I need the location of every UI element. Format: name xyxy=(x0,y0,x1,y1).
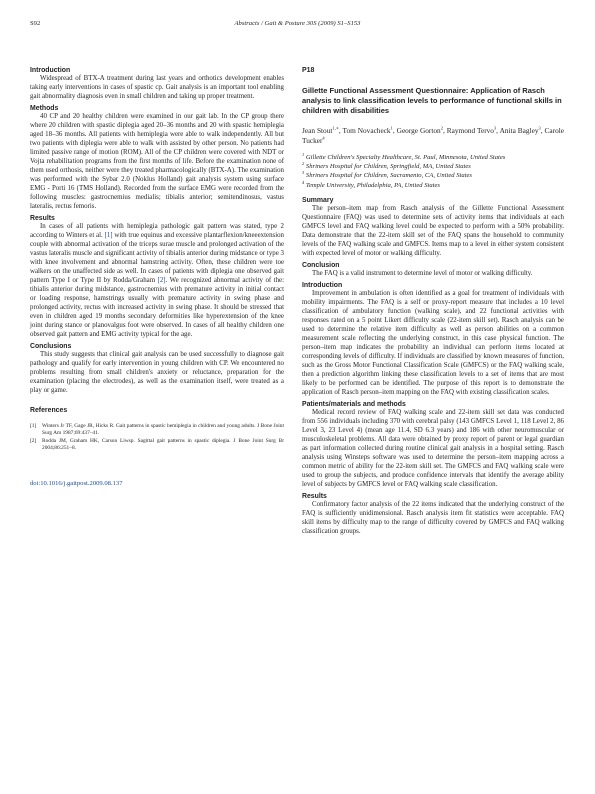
author-list: Jean Stout$^{1,∗}$, Tom Novacheck$^1$, George Gorton$^2$, Raymond Tervo$^3$, Anita Bagley$^3$, Carole Tucker$^4$ xyxy=(302,125,564,145)
paragraph: 40 CP and 20 healthy children were examined in our gait lab. In the CP group there where 20 children with spastic diplegia aged 20–36 months and 20 with spastic hemiplegia aged 18–36 months. All patients with hemiplegia were able to walk independently. All but two patients with diplegia were able to walk with assisted by other person. No patients had limited passive range of motion (ROM). All of the CP children were covered with NDT or Vojta rehabilitation programs from the first months of life. Before the examination none of them used orthosis, neither were they treated pharmacologically (BTX-A). The examination was performed with the Sybar 2.0 (Noklus Holland) gait analysis system using surface EMG - Porti 16 (TMS Holland). Recorded from the surface EMG were recorded from the following muscles: gastrocnemius medialis; tibialis anterior; semitendinosus, vastus lateralis, rectus femoris. xyxy=(30,113,284,210)
reference-item xyxy=(30,423,284,438)
journal-citation: Abstracts / Gait & Posture 30S (2009) S1–S153 xyxy=(234,20,361,27)
affiliation-mark: 2 xyxy=(302,160,305,166)
author-affiliation-mark: 3 xyxy=(538,125,541,131)
paragraph: Improvement in ambulation is often identified as a goal for treatment of individuals with mobility impairments. The FAQ is a self or proxy-report measure that includes a 10 level classification of ambulatory function (walking scale), and 22 functional activities with responses rated on a 5 point Likert difficulty scale (22-item skill set). Rasch analysis can be used to determine the relative item difficulty as well as person abilities on a common measurement scale reflecting the underlying construct, in this case physical function. The person–item map indicates the probability an individual can perform items located at corresponding levels of difficulty. If individuals are classified by known measures of function, such as the Gross Motor Functional Classification Scale (GMFCS) or the FAQ walking scale, then a prediction algorithm linking these classification levels to a set of items that are most likely to be performed can be identified. The purpose of this report is to demonstrate the application of Rasch person–item mapping on the FAQ with existing classification scales. xyxy=(302,290,564,396)
affiliation-text: Shriners Hospital for Children, Sacramento, CA, United States xyxy=(305,172,472,180)
affiliation-item xyxy=(302,171,564,180)
methods-section xyxy=(30,104,284,211)
paragraph: Confirmatory factor analysis of the 22 items indicated that the underlying construct of the FAQ is sufficiently unidimensional. Rasch analysis item fit statistics were acceptable. FAQ skill items by difficulty map to the range of difficulty covered by GMFCS and FAQ walking classification groups. xyxy=(302,501,564,536)
intro-section xyxy=(30,66,284,102)
section-heading: Summary xyxy=(302,196,334,204)
text-run: . We recognized abnormal activity of the: tibialis anterior during midstance, gastrocnemius with premature activity in initial contact or loading response, hamstrings usually with premature activity in swing phase and prolonged activity, rectus with increased activity in swing phase. It should be stressed that even in children aged 19 months secondary deformities like hyperextension of the knee joint during stance or planovalgus foot were observed. In cases of all healthy children one observed gait pattern and EMG activity typical for the age. xyxy=(30,277,284,338)
section-heading: Introduction xyxy=(30,67,71,74)
affiliation-item xyxy=(302,181,564,190)
paragraph xyxy=(30,223,284,339)
conclusions-section xyxy=(30,342,284,396)
paragraph: The person–item map from Rasch analysis of the Gillette Functional Assessment Questionnaire (FAQ) was used to determine sets of activity items that individuals at each GMFCS level and FAQ walking level could be expected to perform with a 50% probability. Data demonstrate that the 22-item skill set of the FAQ spans the household to community levels of the FAQ walking scale and GMFCS. Items map to a level in either system consistent with expected level of motor or walking difficulty. xyxy=(302,204,564,257)
section-heading: Patients/materials and methods xyxy=(302,401,406,409)
author-name: Carole Tucker xyxy=(302,125,564,145)
affiliation-mark: 4 xyxy=(302,179,305,185)
affiliation-item xyxy=(302,162,564,171)
citation-link[interactable]: [2] xyxy=(157,277,166,285)
author-name: Tom Novacheck xyxy=(342,125,391,135)
references-section xyxy=(30,406,284,453)
section-heading: Results xyxy=(302,493,327,501)
paper-number: P18 xyxy=(302,67,315,74)
section-heading: References xyxy=(30,407,68,414)
section-heading: Methods xyxy=(30,105,59,113)
author-name: Jean Stout xyxy=(302,125,333,135)
author-affiliation-mark: 4 xyxy=(322,135,325,141)
section-heading: Introduction xyxy=(302,282,343,290)
affiliation-text: Shriners Hospital for Children, Springfield, MA, United States xyxy=(305,163,471,171)
affiliation-mark: 3 xyxy=(302,170,305,176)
affiliation-list xyxy=(302,153,564,190)
page-header xyxy=(30,20,565,32)
author-name: Anita Bagley xyxy=(499,125,539,135)
text-run: with true equinus and excessive plantarflexion/kneeextension couple with abnormal activation of the triceps surae muscle and prolonged activation of the vastus lateralis muscle and significant activity of tibialis anterior during midstance or type 3 with knee involvement and abnormal hamstring activity. Often, these children were toe walkers on the unaffected side as well. In cases of patients with diplegia one observed gait pattern Type I or Type II by Rodda/Graham xyxy=(30,232,285,285)
affiliation-text: Gillette Children's Specialty Healthcare, St. Paul, Minnesota, United States xyxy=(305,153,506,161)
paragraph: Medical record review of FAQ walking scale and 22-item skill set data was conducted from 556 individuals including 370 with cerebral palsy (143 GMFCS Level 1, 118 Level 2, 86 Level 3, 23 Level 4) (mean age 11.4, SD 6.3 years) and 186 with other neuromuscular or musculoskeletal problems. All data were obtained by proxy report of parent or legal guardian as part information collected during routine clinical gait analysis in a hospital setting. Rasch analysis using Winsteps software was used to determine the person–item mapping across a common metric of ability for the 22-item skill set. The GMFCS and FAQ walking scale were used to group the subjects, and produce confidence intervals that identify the average ability level of subjects by GMFCS level or FAQ walking scale classification. xyxy=(302,409,564,488)
results-section xyxy=(302,492,564,537)
introduction-section xyxy=(302,281,564,397)
reference-number: [2] xyxy=(30,437,37,444)
paragraph: This study suggests that clinical gait analysis can be used successfully to diagnose gait pathology and qualify for early intervention in young children with CP. We encountered no problems resulting from small children's anxiety or reluctance, preparation for the examination (placing the electrodes), as well as the examination itself, were treated as a play or game. xyxy=(30,351,284,395)
left-column xyxy=(30,66,284,489)
author-affiliation-mark: 1,∗ xyxy=(332,125,339,131)
paragraph: Widespread of BTX-A treatment during last years and orthotics development enables taking early interventions in cases of spastic cp. Gait analysis is an important tool enabling gait abnormality diagnosis even in small children and taking up proper treatment. xyxy=(30,75,284,100)
doi-line xyxy=(30,480,284,489)
reference-item xyxy=(30,438,284,453)
affiliation-text: Temple University, Philadelphia, PA, United States xyxy=(305,181,440,189)
author-name: George Gorton xyxy=(396,125,441,135)
section-heading: Conclusion xyxy=(302,261,340,269)
author-affiliation-mark: 3 xyxy=(493,125,497,131)
summary-section xyxy=(302,196,564,259)
results-section xyxy=(30,214,284,339)
reference-number: [1] xyxy=(30,423,37,429)
affiliation-mark: 1 xyxy=(302,151,305,157)
right-column xyxy=(302,67,564,540)
page-number: S92 xyxy=(30,20,41,27)
doi-link[interactable]: doi:10.1016/j.gaitpost.2009.08.137 xyxy=(30,479,123,487)
reference-text: Rodda JM, Graham HK, Carson Liwsp. Sagittal gait patterns in spastic diplegia. J Bone Joint Surg Br 2004;86:251–8. xyxy=(42,437,284,452)
author-affiliation-mark: 1 xyxy=(390,125,393,131)
reference-list xyxy=(30,423,284,453)
author-name: Raymond Tervo xyxy=(446,125,494,135)
conclusion-section xyxy=(302,261,564,279)
section-heading: Conclusions xyxy=(30,343,72,351)
paper-title: Gillette Functional Assessment Questionnaire: Application of Rasch analysis to link classification levels to performance of functional skills in children with disabilities xyxy=(302,85,562,115)
paragraph: The FAQ is a valid instrument to determine level of motor or walking difficulty. xyxy=(312,269,533,277)
text-run: In cases of all patients with hemiplegia pathologic gait pattern was stated, type 2 according to Winters et al. xyxy=(30,223,284,240)
reference-text: Winters Jr TF, Gage JR, Hicks R. Gait patterns in spastic hemiplegia in children and young adults. J Bone Joint Surg Am 1987;69:437–41. xyxy=(42,423,284,437)
patients-methods-section xyxy=(302,400,564,490)
affiliation-item xyxy=(302,153,564,162)
author-affiliation-mark: 2 xyxy=(440,125,443,131)
citation-link[interactable]: [1] xyxy=(104,232,113,240)
section-heading: Results xyxy=(30,215,55,223)
